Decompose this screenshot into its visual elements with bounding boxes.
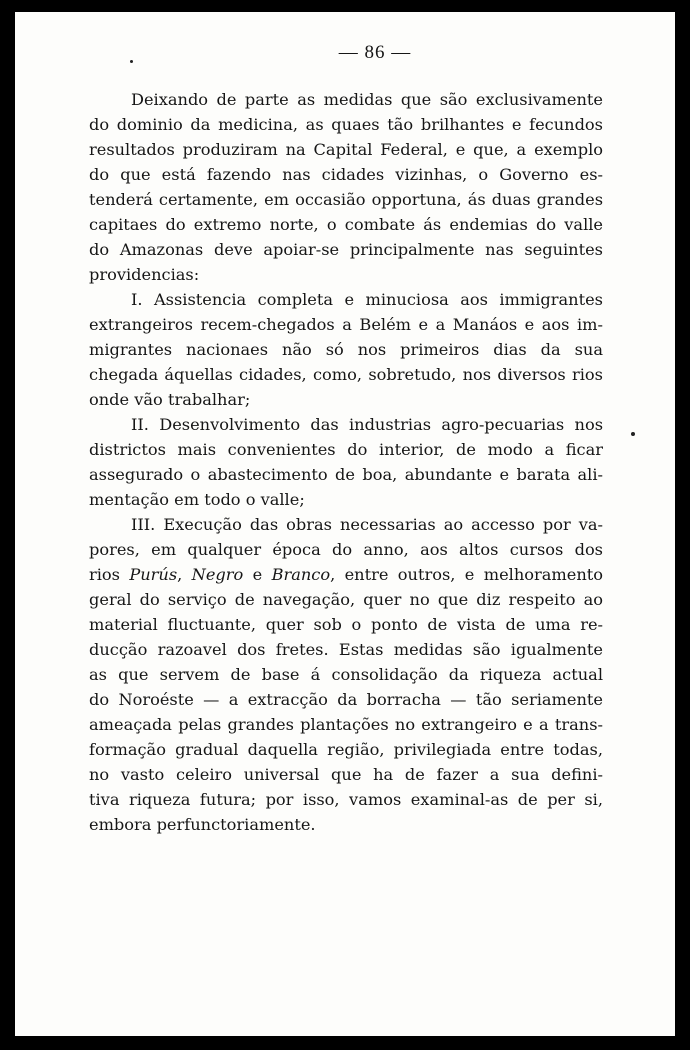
text-line: do Amazonas deve apoiar-se principalmente nas seguintes: [89, 240, 603, 259]
text-line: tenderá certamente, em occasião opportuna, ás duas grandes: [89, 190, 603, 209]
text-line: ameaçada pelas grandes plantações no extrangeiro e a trans-: [89, 715, 603, 734]
body-text: [89, 87, 603, 837]
text-line: III. Execução das obras necessarias ao accesso por va-: [131, 515, 603, 534]
text-line: do dominio da medicina, as quaes tão brilhantes e fecundos: [89, 115, 603, 134]
text-line: mentação em todo o valle;: [89, 490, 305, 509]
text-line: onde vão trabalhar;: [89, 390, 251, 409]
text-line: formação gradual daquella região, privilegiada entre todas,: [89, 740, 603, 759]
text-line: material fluctuante, quer sob o ponto de vista de uma re-: [89, 615, 603, 634]
text-line: pores, em qualquer época do anno, aos altos cursos dos: [89, 540, 603, 559]
text-line: I. Assistencia completa e minuciosa aos immigrantes: [131, 290, 603, 309]
text-line: geral do serviço de navegação, quer no que diz respeito ao: [89, 590, 603, 609]
text-line: as que servem de base á consolidação da riqueza actual: [89, 665, 603, 684]
text-line: tiva riqueza futura; por isso, vamos examinal-as de per si,: [89, 790, 603, 809]
text-line: do que está fazendo nas cidades vizinhas, o Governo es-: [89, 165, 603, 184]
text-line: assegurado o abastecimento de boa, abundante e barata ali-: [89, 465, 603, 484]
text-line: capitaes do extremo norte, o combate ás endemias do valle: [89, 215, 603, 234]
text-line: embora perfunctoriamente.: [89, 815, 316, 834]
text-line: ducção razoavel dos fretes. Estas medidas são igualmente: [89, 640, 603, 659]
text-line: II. Desenvolvimento das industrias agro-pecuarias nos: [131, 415, 603, 434]
text-line: districtos mais convenientes do interior, de modo a ficar: [89, 440, 603, 459]
text-line: do Noroéste — a extracção da borracha — tão seriamente: [89, 690, 603, 709]
text-line: providencias:: [89, 265, 200, 284]
text-line: migrantes nacionaes não só nos primeiros dias da sua: [89, 340, 603, 359]
ink-speck: [631, 432, 635, 436]
text-line: chegada áquellas cidades, como, sobretudo, nos diversos rios: [89, 365, 603, 384]
book-page: [15, 12, 675, 1036]
text-line: no vasto celeiro universal que ha de fazer a sua defini-: [89, 765, 603, 784]
text-line: resultados produziram na Capital Federal, e que, a exemplo: [89, 140, 603, 159]
text-line: extrangeiros recem-chegados a Belém e a Manáos e aos im-: [89, 315, 603, 334]
text-line: Deixando de parte as medidas que são exclusivamente: [131, 90, 603, 109]
text-line: rios Purús, Negro e Branco, entre outros, e melhoramento: [89, 565, 603, 584]
page-number: — 86 —: [338, 42, 412, 63]
